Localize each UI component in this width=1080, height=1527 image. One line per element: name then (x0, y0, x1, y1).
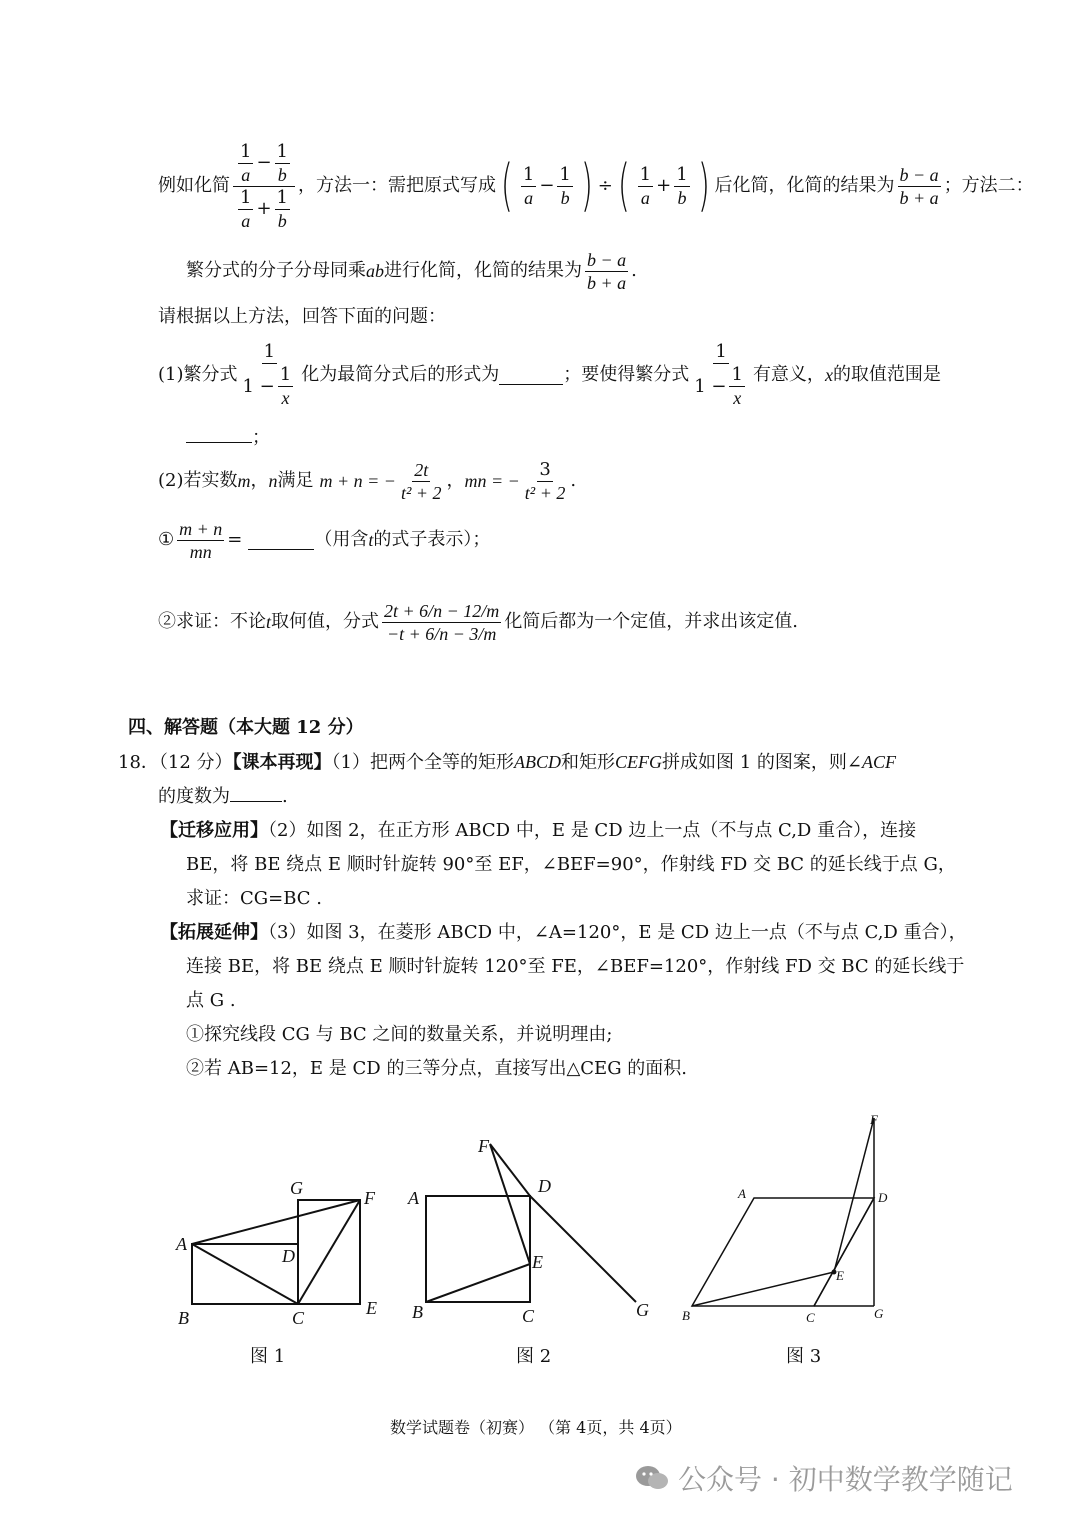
svg-text:D: D (878, 1190, 888, 1205)
q18-part2-line1: 【迁移应用】（2）如图 2，在正方形 ABCD 中，E 是 CD 边上一点（不与点 C,D 重合），连接 (160, 820, 917, 841)
figure-2 (404, 1130, 660, 1330)
q18-part2-line2: BE，将 BE 绕点 E 顺时针旋转 90°至 EF，∠BEF=90°，作射线 FD 交 BC 的延长线于点 G， (186, 854, 956, 875)
method2-line: 繁分式的分子分母同乘 ab 进行化简，化简的结果为 $\frac{b - a}{b + a}$ . (186, 249, 637, 293)
svg-text:F: F (870, 1112, 878, 1127)
prompt: 请根据以上方法，回答下面的问题： (158, 306, 446, 327)
svg-text:G: G (636, 1300, 649, 1320)
question-2: (2)若实数 m ， n 满足 m + n = − $\frac{2t}{\text{t² + 2}}$ ， mn = − $\frac{3}{\text{t² + 2}}$ . (158, 458, 577, 503)
q18-part3-sub2: ②若 AB=12，E 是 CD 的三等分点，直接写出△CEG 的面积. (186, 1058, 688, 1079)
svg-text:A: A (408, 1188, 419, 1208)
q18-part2-line3: 求证：CG=BC . (186, 888, 323, 909)
complex-fraction-example: $\frac{1}{a}$ − $\frac{1}{b}$ $\frac{1}{a}$ + $\frac{1}{b}$ (233, 141, 295, 232)
answer-blank-1[interactable] (499, 366, 563, 385)
method2-text: ；方法二： (943, 175, 1034, 196)
svg-text:C: C (292, 1308, 305, 1328)
after-simplify-text: 后化简，化简的结果为 (714, 175, 895, 196)
svg-text:F: F (364, 1188, 375, 1208)
svg-text:C: C (806, 1310, 815, 1325)
svg-text:B: B (412, 1302, 423, 1322)
svg-text:G: G (290, 1178, 303, 1198)
svg-text:A: A (738, 1186, 746, 1201)
figure-3 (676, 1108, 906, 1332)
svg-text:G: G (874, 1306, 884, 1321)
q18-part3-line1: 【拓展延伸】（3）如图 3，在菱形 ABCD 中，∠A=120°，E 是 CD 边上一点（不与点 C,D 重合）， (160, 922, 967, 943)
wechat-icon (634, 1463, 670, 1493)
question-1: (1)繁分式 1 1 − $\frac{1}{x}$ 化为最简分式后的形式为 ；要使得繁分式 1 1 − $\frac{1}{x}$ 有意义， x 的取值范围是 (158, 341, 941, 408)
q18-part3-sub1: ①探究线段 CG 与 BC 之间的数量关系，并说明理由; (186, 1024, 613, 1045)
example-prefix: 例如化简 (158, 175, 230, 196)
answer-blank-2[interactable] (186, 424, 252, 443)
question-2-sub-2: ②求证：不论 t 取何值，分式 $\frac{2t + 6/n - 12/m}{-t + 6/n - 3/m}$ 化简后都为一个定值，并求出该定值. (158, 600, 799, 644)
answer-blank-3[interactable] (248, 531, 314, 550)
section-heading: 四、解答题（本大题 12 分） (128, 717, 364, 738)
figure-3-caption: 图 3 (786, 1346, 822, 1367)
question-2-sub-1: ① $\frac{m + n}{mn}$ = （用含 t 的式子表示）； (158, 518, 491, 562)
figure-1 (170, 1170, 390, 1330)
watermark: 公众号 · 初中数学教学随记 (634, 1458, 1013, 1498)
answer-blank-4[interactable] (230, 785, 282, 802)
svg-text:E: E (836, 1268, 844, 1283)
svg-text:C: C (522, 1306, 535, 1326)
figure-2-caption: 图 2 (516, 1346, 552, 1367)
svg-text:E: E (532, 1252, 543, 1272)
svg-text:E: E (366, 1298, 377, 1318)
q18-line1: 18．（12 分）【课本再现】（1）把两个全等的矩形ABCD和矩形CEFG拼成如图 1 的图案，则∠ACF (118, 752, 896, 773)
q18-part3-line3: 点 G . (186, 990, 236, 1011)
page-footer: 数学试题卷（初赛） （第 4页，共 4页） (390, 1418, 682, 1437)
svg-text:D: D (538, 1176, 551, 1196)
question-1-blank-line: ； (186, 424, 270, 450)
result-fraction: $\frac{b - a}{b + a}$ (899, 164, 939, 208)
svg-text:A: A (176, 1234, 187, 1254)
svg-text:D: D (282, 1246, 295, 1266)
svg-text:B: B (178, 1308, 189, 1328)
method1-text: ，方法一：需把原式写成 (298, 175, 496, 196)
svg-text:B: B (682, 1308, 690, 1323)
example-line: 例如化简 $\frac{1}{a}$ − $\frac{1}{b}$ $\frac{1}{a}$ + $\frac{1}{b}$ ，方法一：需把原式写成 ( $\frac{1}{a}$ − $\frac{1}{b}$ ) ÷ ( $\frac{1}{a}$ + $\frac{1}{b}$ ) 后化简，化简的结果为 $\frac{b - a}{b + a}$ ；方法二： (158, 140, 1034, 231)
figure-1-caption: 图 1 (250, 1346, 286, 1367)
svg-text:F: F (478, 1136, 489, 1156)
q18-part3-line2: 连接 BE，将 BE 绕点 E 顺时针旋转 120°至 FE，∠BEF=120°，作射线 FD 交 BC 的延长线于 (186, 956, 965, 977)
q18-line2: 的度数为 . (158, 786, 288, 807)
